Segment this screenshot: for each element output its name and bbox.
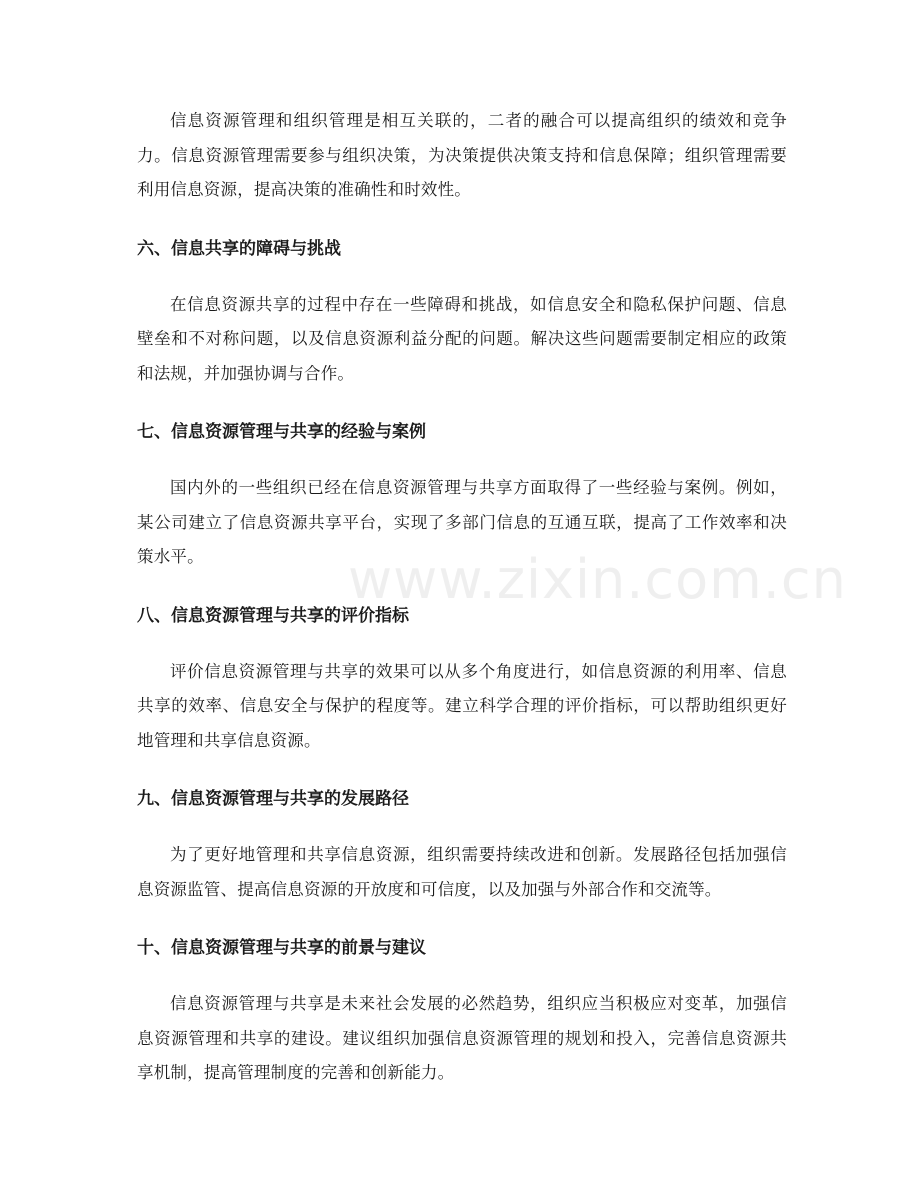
- section-heading-9: 九、信息资源管理与共享的发展路径: [137, 789, 409, 809]
- intro-paragraph: 信息资源管理和组织管理是相互关联的，二者的融合可以提高组织的绩效和竞争力。信息资源管理需要参与组织决策，为决策提供决策支持和信息保障；组织管理需要利用信息资源，提高决策的准确性和时效性。: [137, 111, 787, 199]
- section-paragraph-6: 在信息资源共享的过程中存在一些障碍和挑战，如信息安全和隐私保护问题、信息壁垒和不对称问题，以及信息资源利益分配的问题。解决这些问题需要制定相应的政策和法规，并加强协调与合作。: [137, 294, 787, 383]
- section-heading-6: 六、信息共享的障碍与挑战: [137, 238, 341, 259]
- section-paragraph-9: 为了更好地管理和共享信息资源，组织需要持续改进和创新。发展路径包括加强信息资源监管、提高信息资源的开放度和可信度，以及加强与外部合作和交流等。: [137, 845, 787, 899]
- watermark-text: www.zixin.com.cn: [348, 548, 847, 611]
- section-paragraph-7: 国内外的一些组织已经在信息资源管理与共享方面取得了一些经验与案例。例如，某公司建立了信息资源共享平台，实现了多部门信息的互通互联，提高了工作效率和决策水平。: [137, 478, 787, 566]
- section-paragraph-10: 信息资源管理与共享是未来社会发展的必然趋势，组织应当积极应对变革，加强信息资源管理和共享的建设。建议组织加强信息资源管理的规划和投入，完善信息资源共享机制，提高管理制度的完善和创新能力。: [137, 994, 787, 1082]
- section-heading-7: 七、信息资源管理与共享的经验与案例: [137, 422, 426, 442]
- section-heading-10: 十、信息资源管理与共享的前景与建议: [137, 938, 426, 958]
- section-heading-8: 八、信息资源管理与共享的评价指标: [137, 605, 409, 626]
- document-body: [137, 104, 787, 1091]
- section-paragraph-8: 评价信息资源管理与共享的效果可以从多个角度进行，如信息资源的利用率、信息共享的效率、信息安全与保护的程度等。建立科学合理的评价指标，可以帮助组织更好地管理和共享信息资源。: [137, 661, 787, 750]
